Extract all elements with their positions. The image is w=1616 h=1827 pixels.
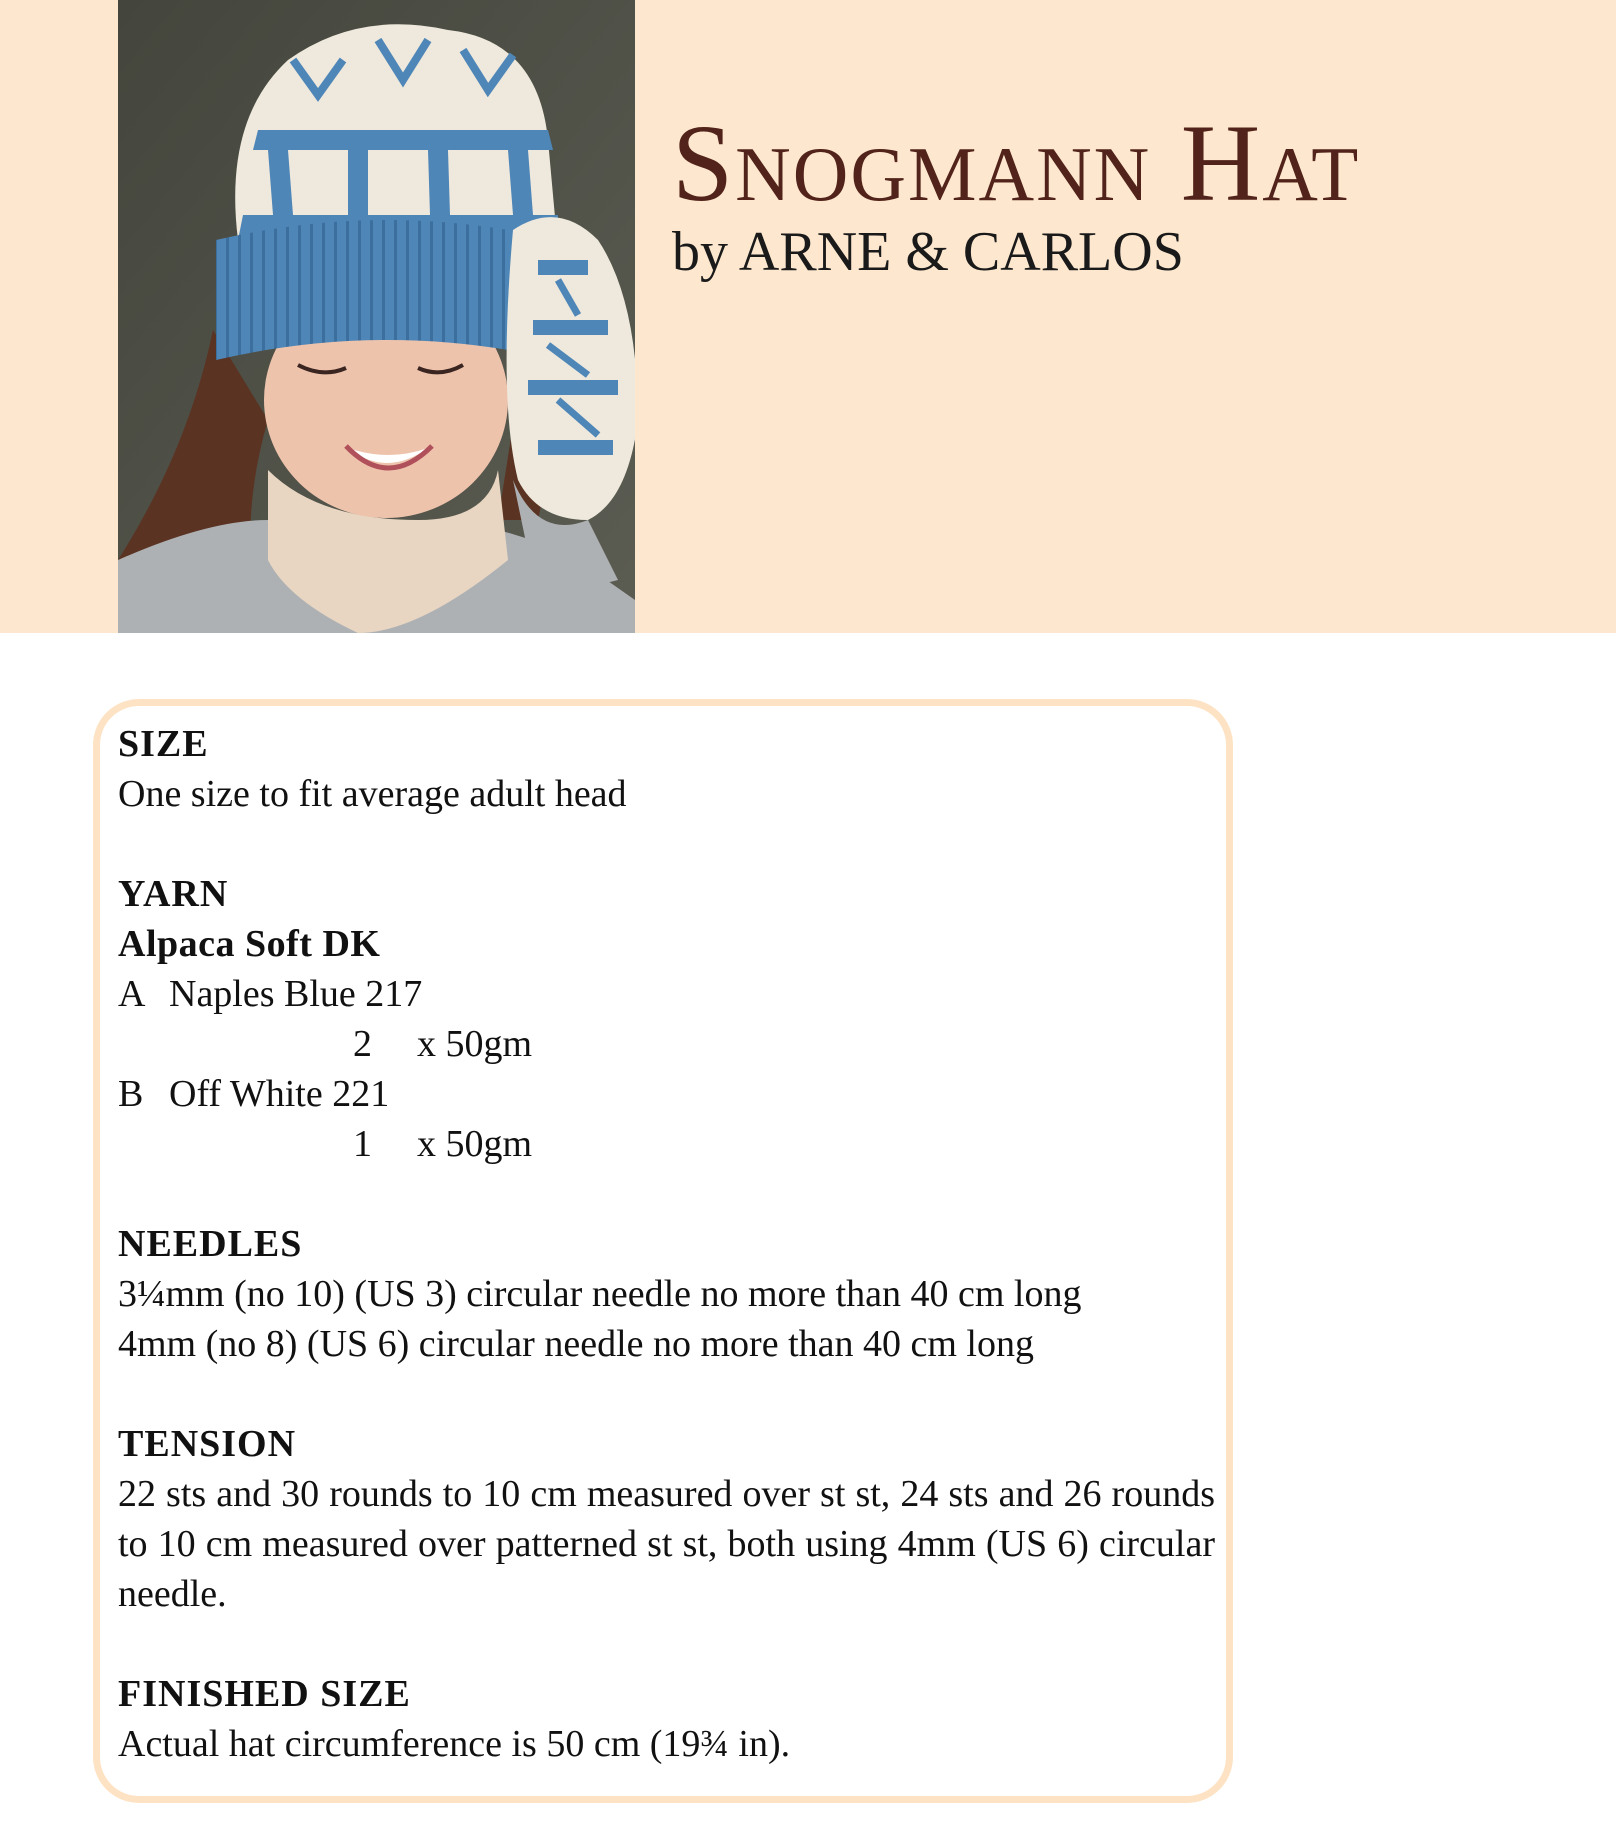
tension-text: 22 sts and 30 rounds to 10 cm measured over st st, 24 sts and 26 rounds to 10 cm measured over patterned st st, both using 4mm (US 6) circular needle. <box>118 1473 1215 1615</box>
yarn-ball-unit: x 50gm <box>417 1023 533 1065</box>
yarn-name: Alpaca Soft DK <box>118 923 381 965</box>
yarn-ball-count: 2 <box>353 1023 372 1065</box>
yarn-heading: YARN <box>118 873 229 915</box>
size-heading: SIZE <box>118 723 209 765</box>
yarn-section <box>118 869 1218 1169</box>
pattern-title: Snogmann Hat <box>672 102 1361 224</box>
finished-size-section <box>118 1669 1218 1769</box>
pattern-details <box>118 719 1218 1819</box>
yarn-ball-unit: x 50gm <box>417 1123 533 1165</box>
yarn-colour-name: Off White 221 <box>169 1073 390 1115</box>
finished-size-heading: FINISHED SIZE <box>118 1673 411 1715</box>
model-photo <box>118 0 635 633</box>
yarn-colour-code: A <box>118 973 146 1015</box>
tension-heading: TENSION <box>118 1423 297 1465</box>
yarn-colour-a <box>118 969 1218 1019</box>
needles-heading: NEEDLES <box>118 1223 303 1265</box>
yarn-colour-code: B <box>118 1073 144 1115</box>
needle-line: 4mm (no 8) (US 6) circular needle no more than 40 cm long <box>118 1323 1034 1365</box>
size-section <box>118 719 1218 819</box>
needle-line: 3¼mm (no 10) (US 3) circular needle no more than 40 cm long <box>118 1273 1082 1315</box>
finished-size-text: Actual hat circumference is 50 cm (19¾ in). <box>118 1723 791 1765</box>
yarn-quantity-a <box>118 1019 1218 1069</box>
yarn-colour-b <box>118 1069 1218 1119</box>
yarn-colour-name: Naples Blue 217 <box>169 973 423 1015</box>
designer-byline: by ARNE & CARLOS <box>672 221 1184 283</box>
model-photo-illustration <box>118 0 635 633</box>
yarn-ball-count: 1 <box>353 1123 372 1165</box>
yarn-quantity-b <box>118 1119 1218 1169</box>
size-text: One size to fit average adult head <box>118 773 627 815</box>
header-band <box>0 0 1616 633</box>
needles-section <box>118 1219 1218 1369</box>
tension-section <box>118 1419 1218 1619</box>
